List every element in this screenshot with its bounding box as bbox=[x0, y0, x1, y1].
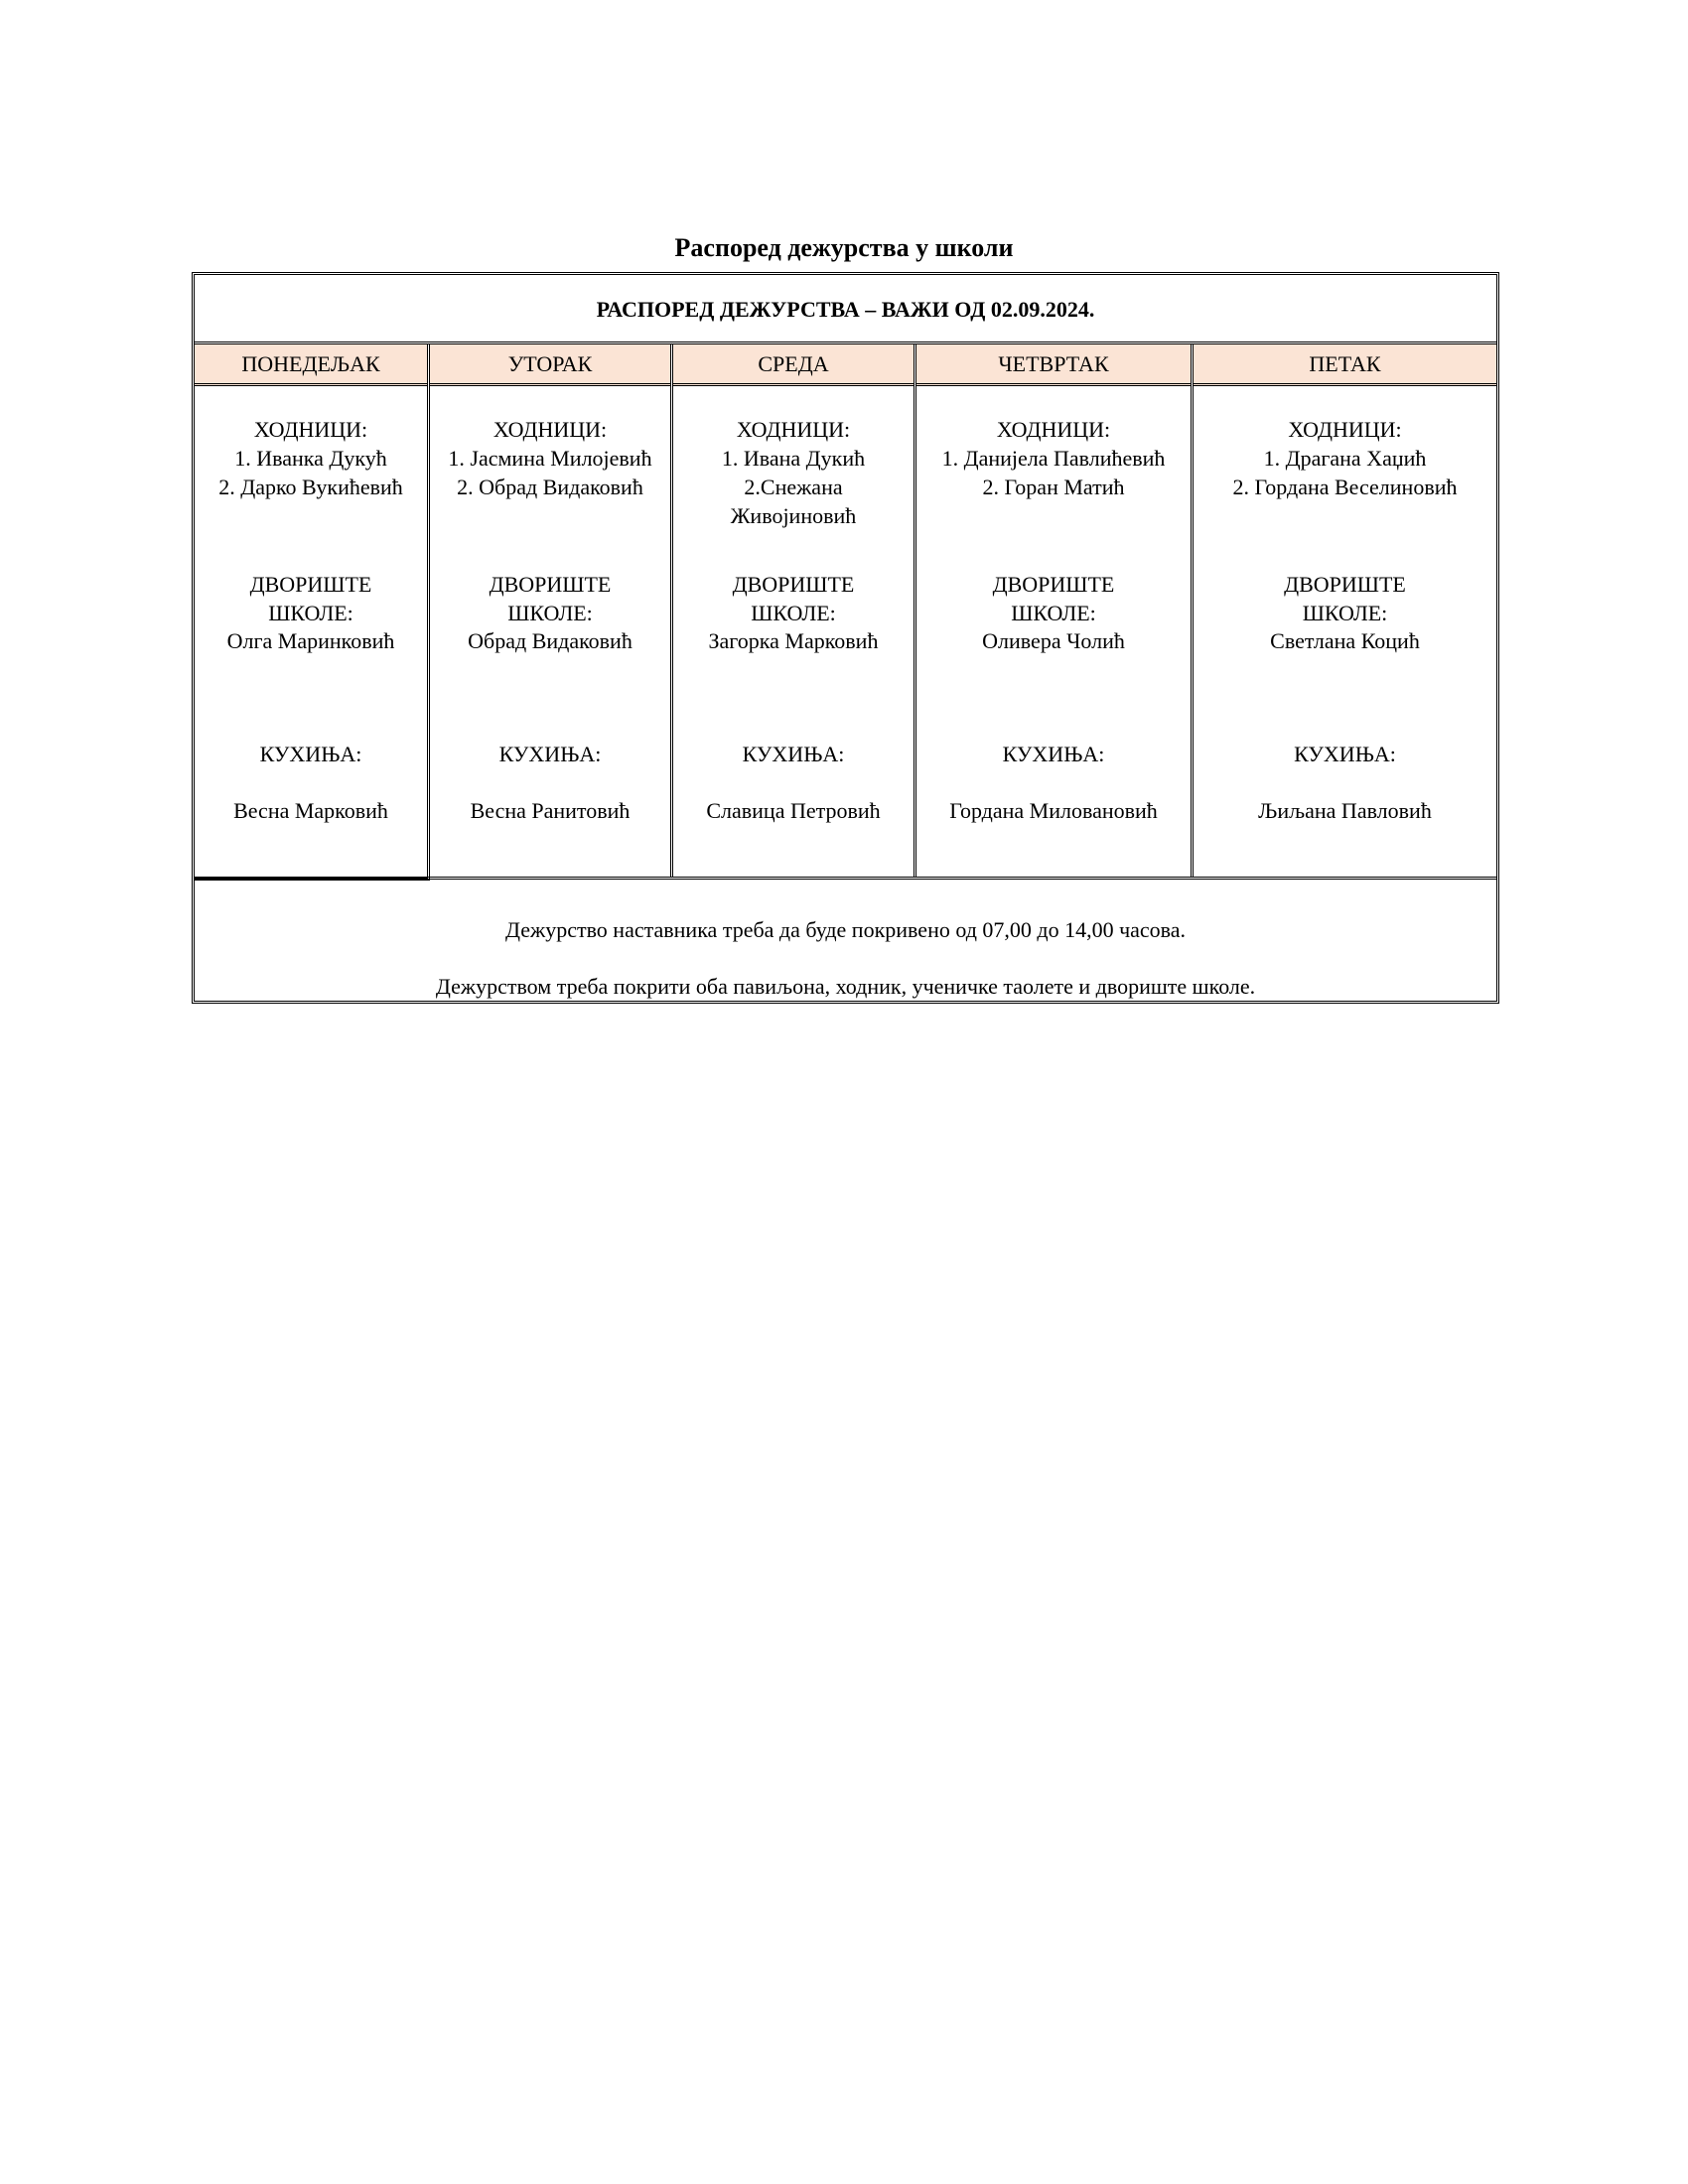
yard-label: ДВОРИШТЕ bbox=[732, 572, 855, 597]
yard-section bbox=[1194, 570, 1496, 627]
hallways-label: ХОДНИЦИ: bbox=[1288, 417, 1402, 442]
kitchen-duty: Славица Петровић bbox=[706, 798, 881, 823]
yard-label-school: ШКОЛЕ: bbox=[1302, 601, 1388, 625]
yard-section bbox=[916, 570, 1191, 627]
day-column-tuesday bbox=[430, 344, 673, 877]
hallway-duty-2: 2. Обрад Видаковић bbox=[457, 475, 643, 499]
kitchen-duty: Весна Марковић bbox=[233, 798, 388, 823]
kitchen-duty: Љиљана Павловић bbox=[1258, 798, 1432, 823]
kitchen-label: КУХИЊА: bbox=[1002, 742, 1105, 766]
hallways-label: ХОДНИЦИ: bbox=[492, 417, 608, 442]
hallways-section bbox=[673, 415, 914, 530]
yard-section bbox=[430, 570, 670, 627]
yard-duty: Олга Маринковић bbox=[226, 628, 395, 653]
hallways-label: ХОДНИЦИ: bbox=[996, 417, 1111, 442]
day-header-thursday: ЧЕТВРТАК bbox=[916, 344, 1191, 386]
page-title: Распоред дежурства у школи bbox=[674, 233, 1014, 262]
yard-label: ДВОРИШТЕ bbox=[1284, 572, 1406, 597]
hallway-duty-1: 1. Ивана Дукић bbox=[721, 446, 866, 471]
day-column-friday bbox=[1194, 344, 1496, 877]
hallways-section bbox=[916, 415, 1191, 501]
hallway-duty-2: 2. Дарко Вукићевић bbox=[218, 475, 403, 499]
kitchen-label: КУХИЊА: bbox=[1294, 742, 1396, 766]
yard-duty: Светлана Коцић bbox=[1270, 628, 1420, 653]
day-header-monday: ПОНЕДЕЉАК bbox=[195, 344, 427, 386]
hallways-label: ХОДНИЦИ: bbox=[253, 417, 368, 442]
day-header-friday: ПЕТАК bbox=[1194, 344, 1496, 386]
schedule-banner: РАСПОРЕД ДЕЖУРСТВА – ВАЖИ ОД 02.09.2024. bbox=[195, 275, 1496, 344]
yard-duty: Оливера Чолић bbox=[982, 628, 1125, 653]
hallway-duty-1: 1. Драгана Хаџић bbox=[1263, 446, 1427, 471]
hallway-duty-2-cont: Живојиновић bbox=[730, 503, 857, 528]
hallway-duty-1: 1. Јасмина Милојевић bbox=[448, 446, 652, 471]
hallway-duty-2: 2. Гордана Веселиновић bbox=[1232, 475, 1458, 499]
hallway-duty-1: 1. Иванка Дукућ bbox=[234, 446, 387, 471]
yard-label: ДВОРИШТЕ bbox=[992, 572, 1115, 597]
yard-label-school: ШКОЛЕ: bbox=[1011, 601, 1096, 625]
day-header-wednesday: СРЕДА bbox=[673, 344, 914, 386]
kitchen-duty: Гордана Миловановић bbox=[949, 798, 1158, 823]
yard-label-school: ШКОЛЕ: bbox=[751, 601, 836, 625]
hallways-section bbox=[195, 415, 427, 501]
note-coverage: Дежурством треба покрити оба павиљона, ходник, ученичке таолете и двориште школе. bbox=[435, 974, 1256, 999]
duty-schedule-table bbox=[192, 272, 1499, 1004]
schedule-notes bbox=[195, 877, 1496, 1001]
hallways-label: ХОДНИЦИ: bbox=[736, 417, 851, 442]
yard-label-school: ШКОЛЕ: bbox=[507, 601, 593, 625]
yard-section bbox=[195, 570, 427, 627]
hallways-section bbox=[1194, 415, 1496, 501]
yard-duty: Загорка Марковић bbox=[708, 628, 879, 653]
kitchen-label: КУХИЊА: bbox=[742, 742, 845, 766]
hallway-duty-1: 1. Данијела Павлићевић bbox=[941, 446, 1166, 471]
yard-duty: Обрад Видаковић bbox=[468, 628, 633, 653]
yard-label: ДВОРИШТЕ bbox=[249, 572, 372, 597]
yard-label: ДВОРИШТЕ bbox=[489, 572, 612, 597]
kitchen-label: КУХИЊА: bbox=[498, 742, 602, 766]
hallway-duty-2: 2. Горан Матић bbox=[982, 475, 1125, 499]
hallway-duty-2: 2.Снежана bbox=[744, 475, 843, 499]
yard-label-school: ШКОЛЕ: bbox=[268, 601, 353, 625]
hallways-section bbox=[430, 415, 670, 501]
kitchen-duty: Весна Ранитовић bbox=[470, 798, 631, 823]
day-column-monday bbox=[195, 344, 430, 881]
note-hours: Дежурство наставника треба да буде покривено од 07,00 до 14,00 часова. bbox=[504, 917, 1187, 942]
day-column-thursday bbox=[916, 344, 1194, 877]
day-column-wednesday bbox=[673, 344, 916, 877]
yard-section bbox=[673, 570, 914, 627]
day-header-tuesday: УТОРАК bbox=[430, 344, 670, 386]
kitchen-label: КУХИЊА: bbox=[259, 742, 362, 766]
